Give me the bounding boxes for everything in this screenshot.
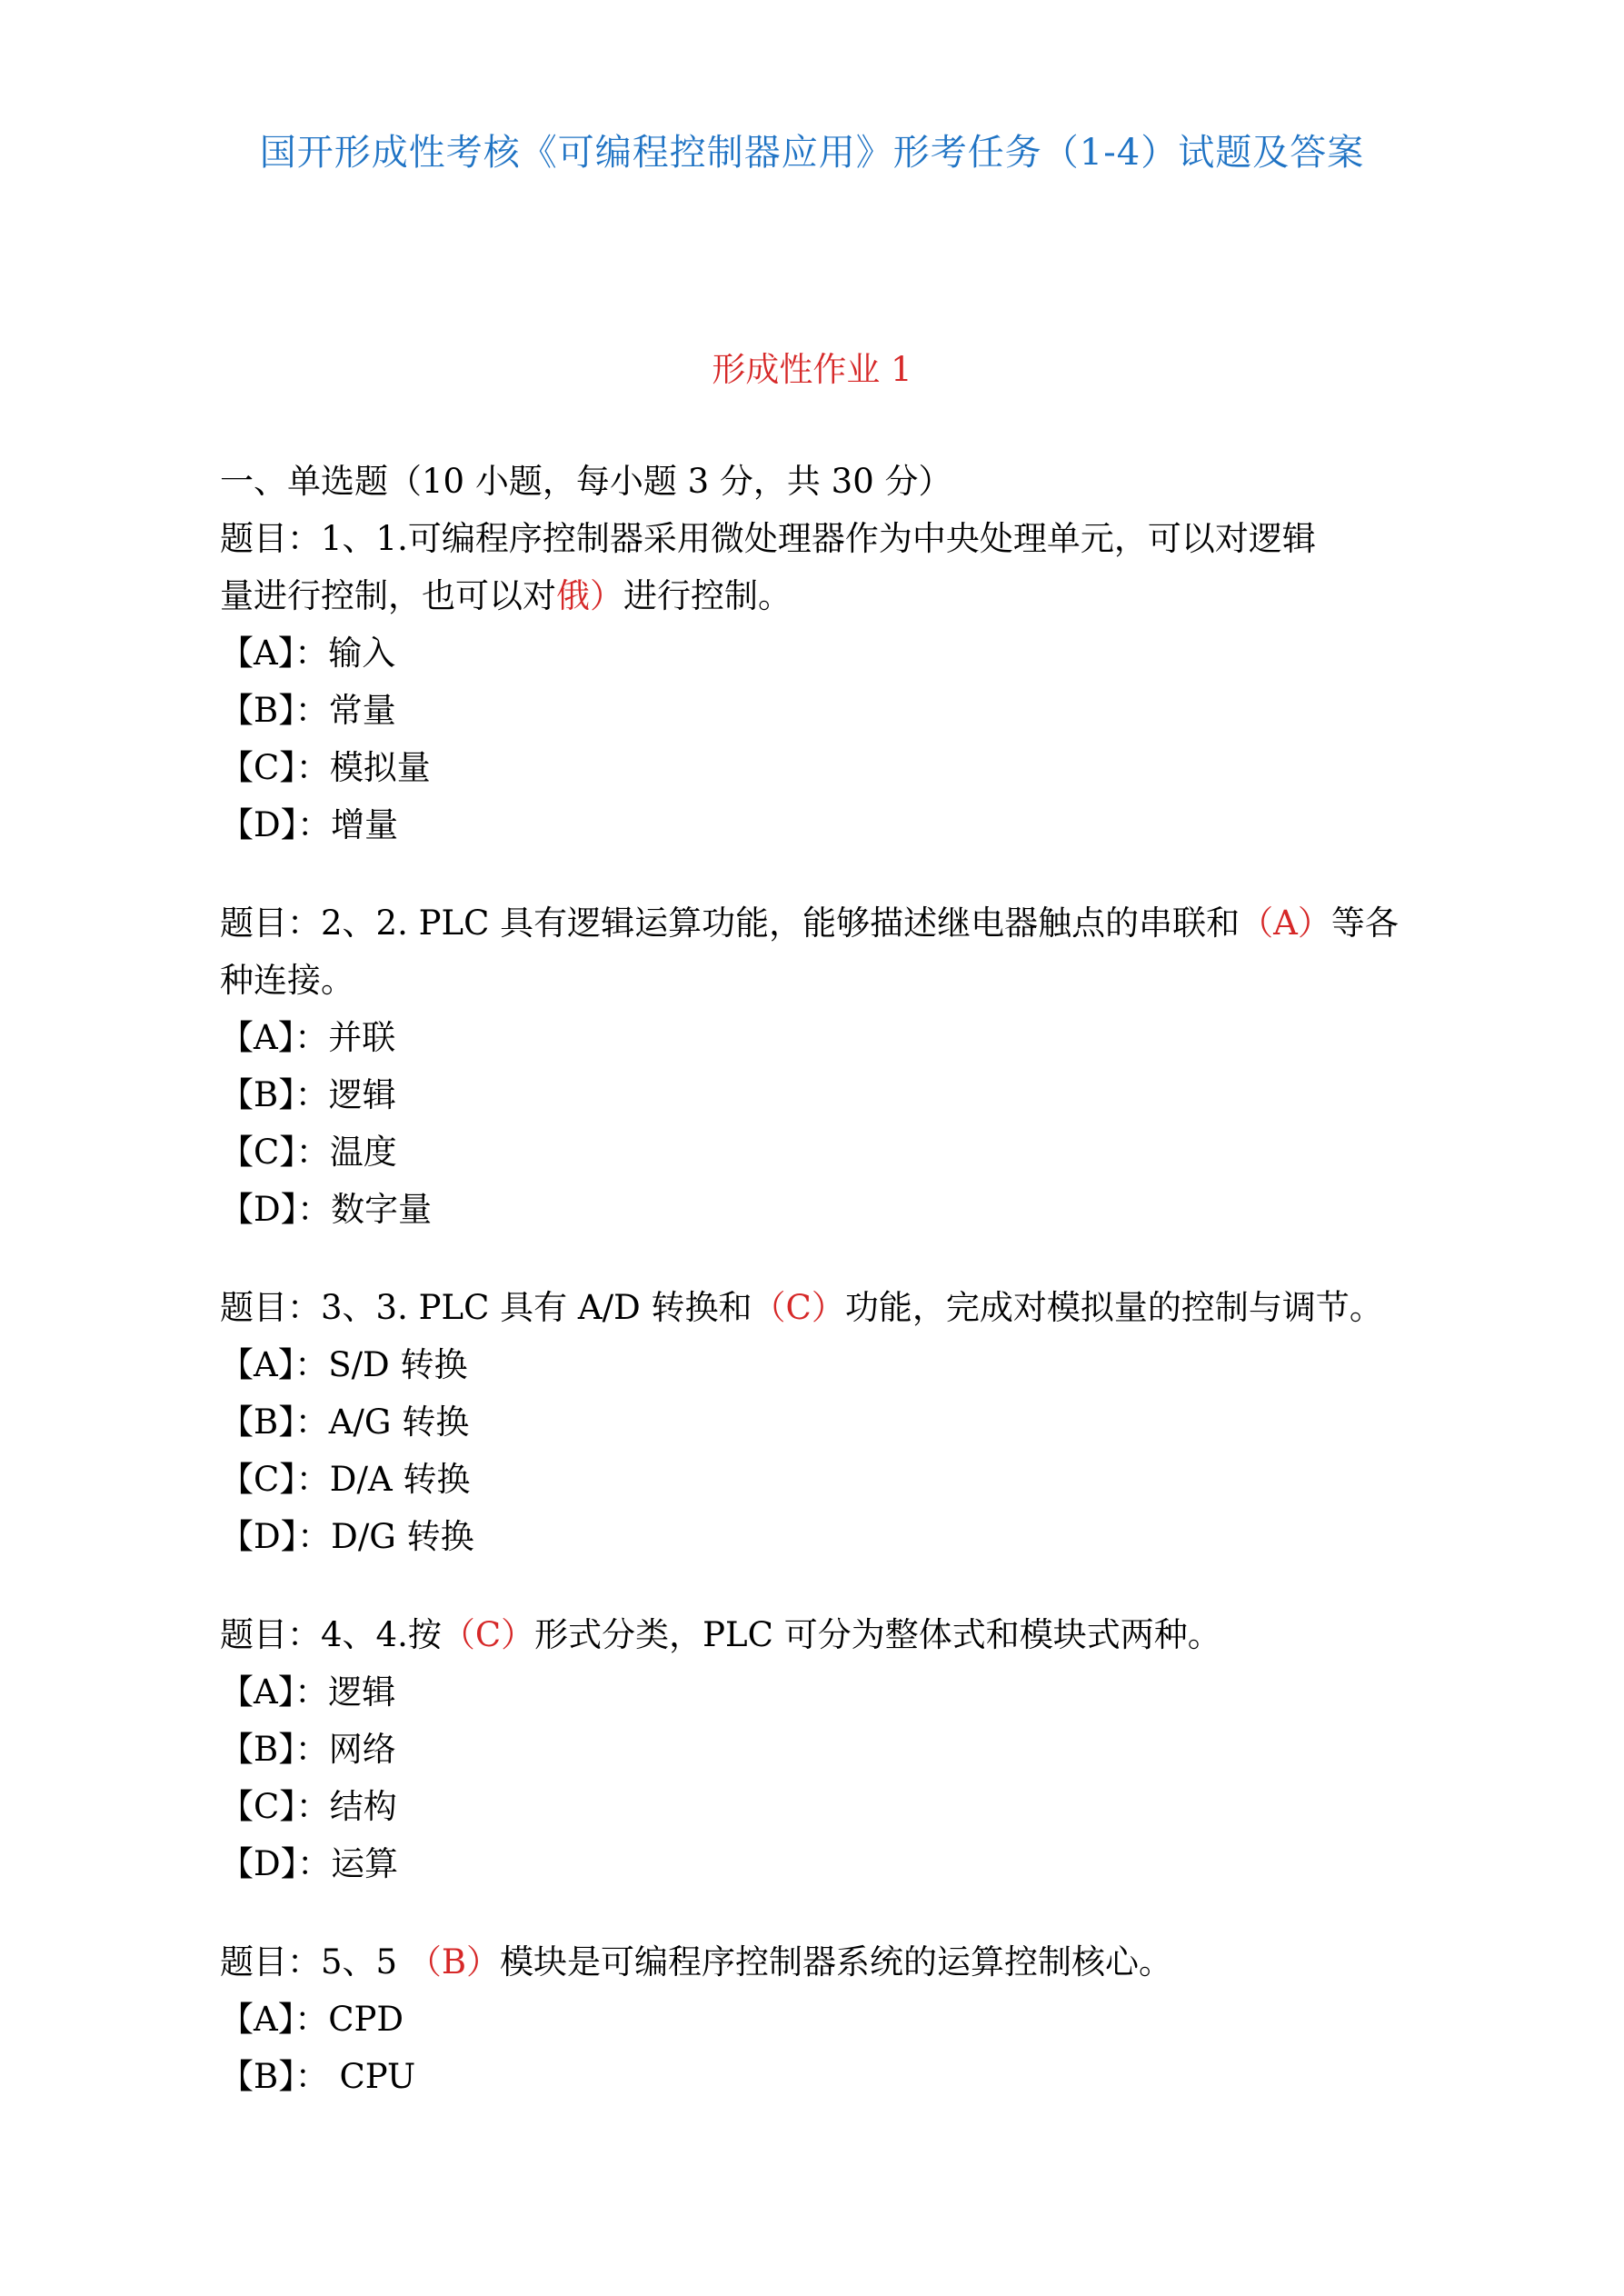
- question-text-line2-post: 进行控制。: [623, 576, 792, 615]
- question-text: [220, 510, 1510, 567]
- question-text-line1: 题目：3、3. PLC 具有 A/D 转换和: [220, 1288, 752, 1327]
- option-a: 【A】：逻辑: [220, 1672, 396, 1712]
- answer-mark: （C）: [752, 1288, 845, 1327]
- option-c: 【C】：模拟量: [220, 748, 431, 787]
- option-c: 【C】：温度: [220, 1133, 397, 1172]
- question-text-line1: 题目：5、5: [220, 1942, 408, 1982]
- option-b: 【B】： CPU: [220, 2057, 416, 2096]
- question-text-line1: 题目：1、1.可编程序控制器采用微处理器作为中央处理单元，可以对逻辑: [220, 519, 1316, 558]
- question-text: [220, 1933, 1510, 1991]
- question-text: [220, 1279, 1510, 1336]
- answer-mark: 俄）: [556, 576, 623, 615]
- option-d: 【D】：增量: [220, 805, 399, 844]
- document-title: 国开形成性考核《可编程控制器应用》形考任务（1-4）试题及答案: [259, 132, 1365, 174]
- question-1: [220, 510, 1510, 854]
- question-text-cont: [220, 952, 1510, 1009]
- option-b: 【B】：A/G 转换: [220, 1403, 470, 1442]
- option-c: 【C】：结构: [220, 1787, 397, 1826]
- question-text-line2: 量进行控制，也可以对: [220, 576, 556, 615]
- question-text-line1-post: 形式分类，PLC 可分为整体式和模块式两种。: [534, 1615, 1221, 1654]
- question-3: [220, 1279, 1510, 1565]
- option-b: 【B】：常量: [220, 691, 396, 730]
- question-list: [220, 453, 1510, 2146]
- option-d: 【D】：运算: [220, 1844, 399, 1883]
- option-b: 【B】：逻辑: [220, 1075, 396, 1114]
- question-text-cont: [220, 567, 1510, 624]
- option-d: 【D】：数字量: [220, 1190, 433, 1229]
- part-heading: 一、单选题（10 小题，每小题 3 分，共 30 分）: [220, 462, 952, 501]
- answer-mark: （C）: [441, 1615, 535, 1654]
- option-a: 【A】：并联: [220, 1018, 396, 1057]
- answer-mark: （B）: [407, 1942, 501, 1982]
- question-text-line1-post: 等各: [1330, 903, 1399, 943]
- question-text-line1: 题目：4、4.按: [220, 1615, 442, 1654]
- question-text: [220, 894, 1510, 952]
- option-b: 【B】：网络: [220, 1730, 396, 1769]
- option-c: 【C】：D/A 转换: [220, 1460, 471, 1499]
- question-text-line1-post: 模块是可编程序控制器系统的运算控制核心。: [500, 1942, 1173, 1982]
- option-d: 【D】：D/G 转换: [220, 1517, 474, 1556]
- answer-mark: （A）: [1240, 903, 1331, 943]
- question-text-line1: 题目：2、2. PLC 具有逻辑运算功能，能够描述继电器触点的串联和: [220, 903, 1240, 943]
- question-2: [220, 894, 1510, 1238]
- question-text-line2: 种连接。: [220, 961, 354, 1000]
- option-a: 【A】：CPD: [220, 2000, 404, 2039]
- question-text-line1-post: 功能，完成对模拟量的控制与调节。: [844, 1288, 1383, 1327]
- section-title: 形成性作业 1: [712, 350, 912, 389]
- option-a: 【A】：S/D 转换: [220, 1345, 468, 1384]
- option-a: 【A】：输入: [220, 634, 396, 673]
- question-4: [220, 1606, 1510, 1892]
- question-text: [220, 1606, 1510, 1663]
- question-5: [220, 1933, 1510, 2105]
